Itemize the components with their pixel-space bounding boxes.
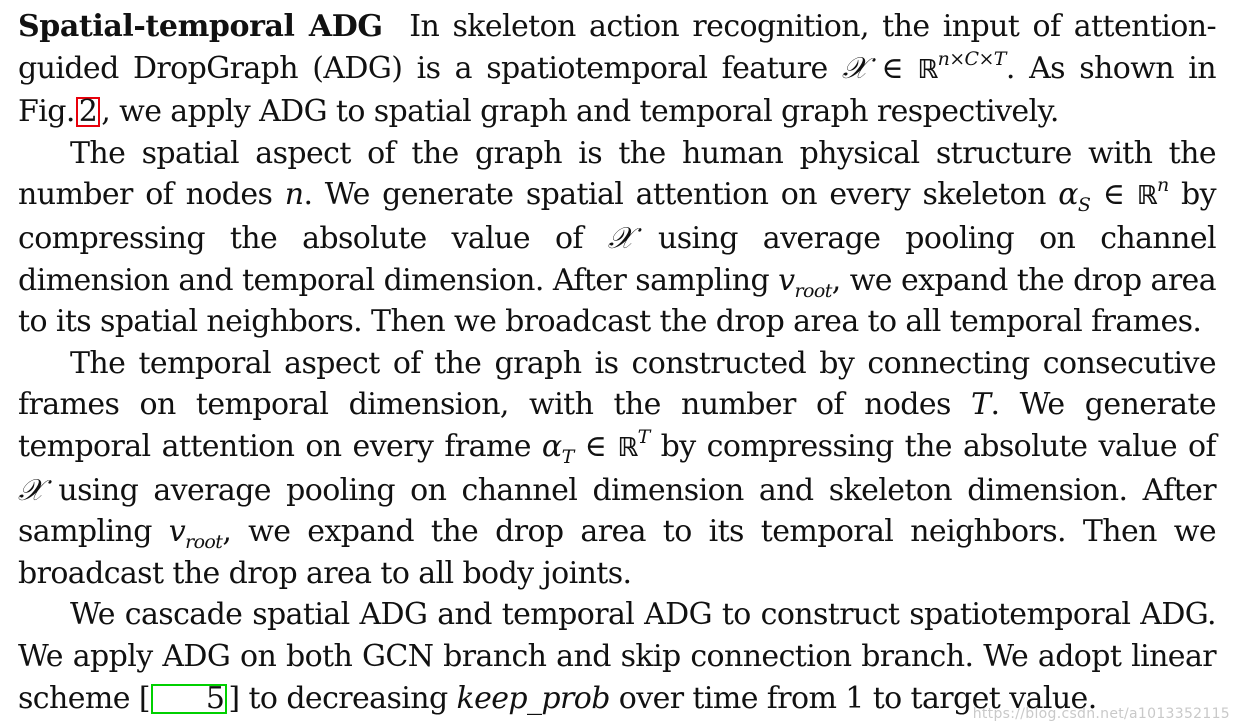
text-run: . We generate temporal attention on every frame bbox=[18, 387, 1216, 464]
text-run: over time from 1 to target value. bbox=[609, 680, 1097, 716]
paragraph-spatial-temporal-adg bbox=[18, 6, 1216, 133]
text-run: to decreasing bbox=[239, 680, 457, 716]
paper-page bbox=[18, 6, 1216, 719]
math-superscript: n bbox=[1156, 174, 1169, 197]
math-feature-x: 𝒳 bbox=[18, 472, 44, 508]
text-run: by compressing the absolute value of bbox=[18, 177, 1216, 256]
math-in: ∈ bbox=[573, 428, 618, 464]
math-in: ∈ bbox=[1090, 177, 1137, 213]
text-run: . As shown in Fig. bbox=[18, 50, 1216, 130]
math-subscript: T bbox=[561, 445, 574, 468]
math-alpha: α bbox=[1058, 177, 1078, 213]
math-subscript: S bbox=[1077, 194, 1091, 217]
math-keep-prob: keep_prob bbox=[456, 680, 610, 716]
math-superscript: n×C×T bbox=[937, 47, 1006, 70]
text-run: , we expand the drop area to its spatial neighbors. Then we broadcast the drop area to all temporal frames. bbox=[18, 262, 1216, 340]
section-heading: Spatial-temporal ADG bbox=[18, 9, 383, 44]
paragraph-cascade bbox=[18, 594, 1216, 719]
math-v: v bbox=[168, 514, 186, 550]
text-run: using average pooling on channel dimension and temporal dimension. After sampling bbox=[18, 220, 1216, 298]
text-run: The spatial aspect of the graph is the human physical structure with the number of nodes bbox=[18, 135, 1216, 213]
math-v: v bbox=[778, 262, 795, 298]
text-run: We cascade spatial ADG and temporal ADG to construct spatiotemporal ADG. We apply ADG on both GCN branch and skip connection branch. We adopt linear scheme bbox=[18, 597, 1216, 716]
math-subscript: root bbox=[185, 531, 223, 554]
citation-bracket: [ bbox=[138, 680, 150, 716]
text-run: using average pooling on channel dimension and skeleton dimension. After sampling bbox=[18, 472, 1216, 550]
math-in: ∈ bbox=[867, 50, 918, 86]
math-superscript: T bbox=[637, 425, 650, 448]
text-run: , we apply ADG to spatial graph and temporal graph respectively. bbox=[101, 94, 1059, 130]
text-run: The temporal aspect of the graph is constructed by connecting consecutive frames on temporal dimension, with the number of nodes bbox=[18, 345, 1216, 423]
math-real-set: ℝ bbox=[917, 54, 938, 85]
text-run: by compressing the absolute value of bbox=[649, 428, 1217, 464]
text-run: . We generate spatial attention on every skeleton bbox=[303, 177, 1059, 213]
text-run: In skeleton action recognition, the input of attention-guided DropGraph (ADG) is a spatiotemporal feature bbox=[18, 9, 1217, 86]
math-subscript: root bbox=[794, 279, 832, 302]
text-run: , we expand the drop area to its temporal neighbors. Then we broadcast the drop area to all body joints. bbox=[18, 514, 1216, 591]
citation-ref-link[interactable]: 5 bbox=[151, 684, 228, 714]
math-real-set: ℝ bbox=[1136, 181, 1157, 212]
paragraph-spatial-aspect bbox=[18, 133, 1216, 343]
math-t: T bbox=[971, 387, 991, 423]
paragraph-temporal-aspect bbox=[18, 343, 1216, 595]
figure-ref-link[interactable]: 2 bbox=[76, 97, 101, 127]
citation-bracket: ] bbox=[228, 680, 240, 716]
math-feature-x: 𝒳 bbox=[607, 220, 634, 256]
math-alpha: α bbox=[541, 428, 562, 464]
math-n: n bbox=[284, 177, 304, 213]
math-real-set: ℝ bbox=[617, 432, 638, 463]
watermark: https://blog.csdn.net/a1013352115 bbox=[972, 706, 1230, 722]
math-feature-x: 𝒳 bbox=[841, 50, 868, 86]
